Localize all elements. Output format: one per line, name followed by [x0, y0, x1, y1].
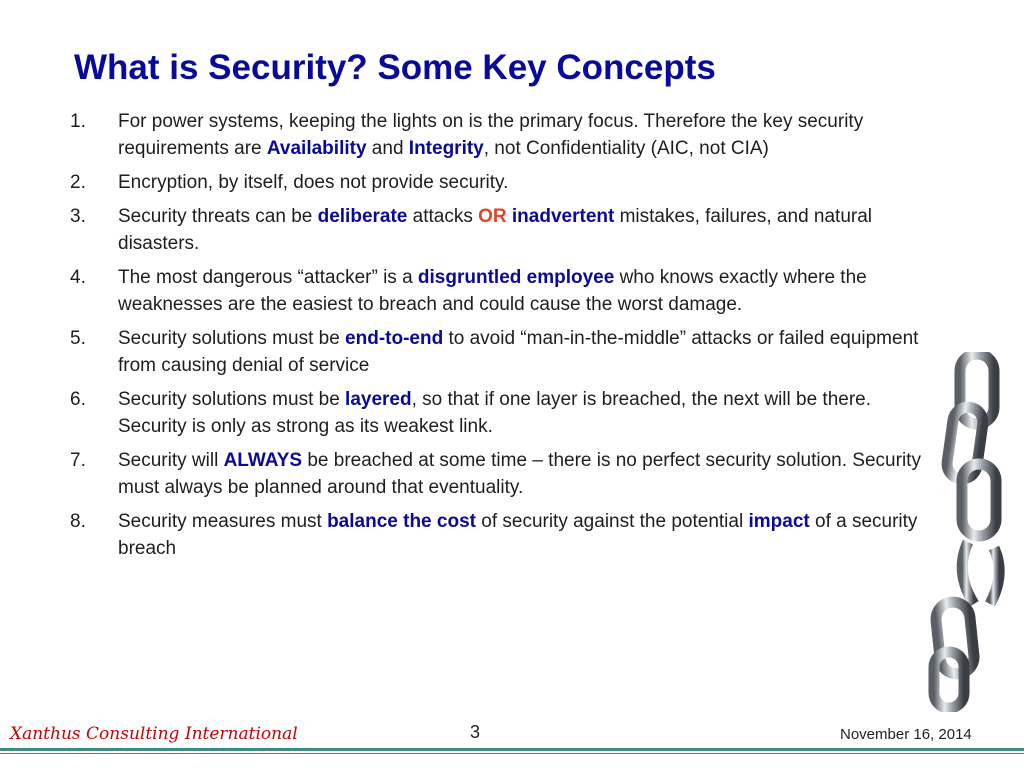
item-text: and	[366, 138, 409, 159]
page-number: 3	[470, 722, 481, 742]
highlighted-term: inadvertent	[511, 206, 615, 227]
list-number: 7.	[70, 450, 86, 471]
list-number: 8.	[70, 511, 86, 532]
highlighted-term: Integrity	[408, 138, 484, 159]
list-number: 6.	[70, 389, 86, 410]
highlighted-term: disgruntled employee	[417, 267, 615, 288]
list-item	[70, 386, 930, 440]
item-text: be breached at some time – there is no perfect security solution. Security must always be planned around that eventuality.	[118, 450, 921, 498]
highlighted-term: layered	[345, 389, 412, 410]
item-text: Security threats can be	[118, 206, 318, 227]
list-item	[70, 169, 930, 196]
highlighted-term: Availability	[266, 138, 367, 159]
company-name: Xanthus Consulting International	[10, 724, 298, 744]
list-item	[70, 203, 930, 257]
broken-chain-icon	[898, 352, 1024, 712]
item-text: The most dangerous “attacker” is a	[118, 267, 418, 288]
list-item	[70, 447, 930, 501]
item-text: Encryption, by itself, does not provide security.	[118, 172, 509, 193]
item-text: Security solutions must be	[118, 328, 346, 349]
item-text: Security measures must	[118, 511, 328, 532]
item-text: , not Confidentiality (AIC, not CIA)	[483, 138, 769, 159]
item-text: Security solutions must be	[118, 389, 346, 410]
list-number: 2.	[70, 172, 86, 193]
list-number: 4.	[70, 267, 86, 288]
list-item	[70, 108, 930, 162]
highlighted-term: impact	[748, 511, 810, 532]
key-concepts-list	[70, 108, 930, 569]
item-text: , so that if one layer is breached, the next will be there. Security is only as strong as its weakest link.	[118, 389, 872, 437]
list-item	[70, 264, 930, 318]
list-number: 3.	[70, 206, 86, 227]
item-text: For power systems, keeping the lights on is the primary focus. Therefore the key security requirements are	[118, 111, 864, 159]
highlighted-term: deliberate	[317, 206, 408, 227]
item-text: of a security breach	[118, 511, 918, 559]
item-text: to avoid “man-in-the-middle” attacks or failed equipment from causing denial of service	[118, 328, 919, 376]
item-text: Security will	[118, 450, 224, 471]
footer-rule-thin	[0, 753, 1024, 754]
slide-title: What is Security? Some Key Concepts	[74, 48, 716, 87]
list-item	[70, 508, 930, 562]
slide-date: November 16, 2014	[840, 726, 972, 743]
item-text: of security against the potential	[475, 511, 749, 532]
item-text: attacks	[407, 206, 479, 227]
highlighted-term: balance the cost	[327, 511, 476, 532]
list-number: 5.	[70, 328, 86, 349]
item-text: mistakes, failures, and natural disasters.	[118, 206, 873, 254]
footer-rule-thick	[0, 748, 1024, 751]
highlighted-term: ALWAYS	[223, 450, 303, 471]
item-text: who knows exactly where the weaknesses are the easiest to breach and could cause the worst damage.	[118, 267, 867, 315]
list-item	[70, 325, 930, 379]
list-number: 1.	[70, 111, 86, 132]
highlighted-term: OR	[478, 206, 507, 227]
highlighted-term: end-to-end	[345, 328, 444, 349]
